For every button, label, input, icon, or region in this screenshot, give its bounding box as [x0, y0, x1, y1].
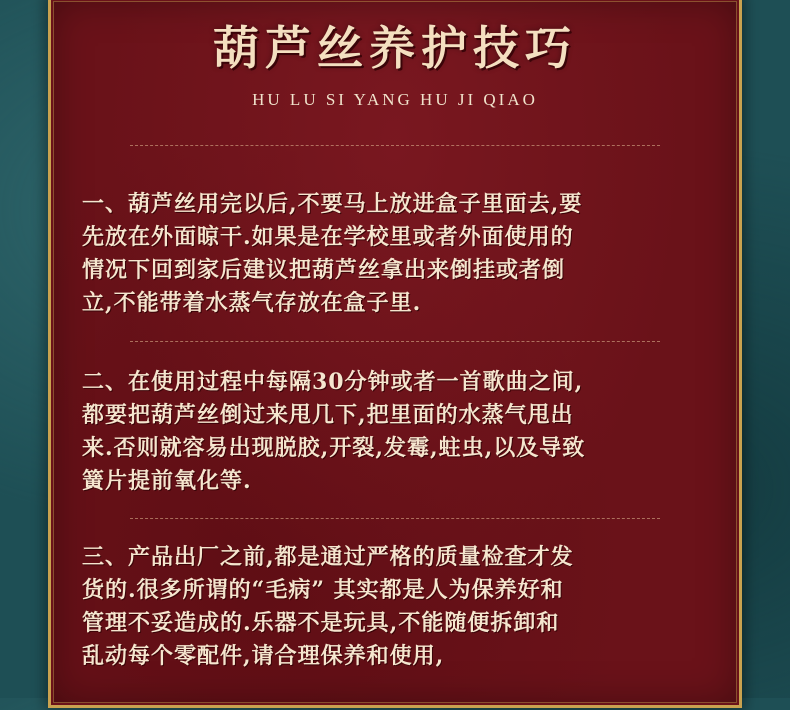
tip-line: 来.否则就容易出现脱胶,开裂,发霉,蛀虫,以及导致 — [82, 435, 586, 461]
tip-paragraph-3 — [82, 541, 722, 673]
tip-line: 乱动每个零配件,请合理保养和使用, — [82, 643, 445, 669]
tip-paragraph-1 — [82, 188, 722, 320]
tip-line: 都要把葫芦丝倒过来甩几下,把里面的水蒸气甩出 — [82, 402, 574, 428]
divider — [130, 518, 660, 519]
tip-line: 立,不能带着水蒸气存放在盒子里. — [82, 290, 422, 316]
tip-line: 三、产品出厂之前,都是通过严格的质量检查才发 — [82, 544, 574, 570]
tip-paragraph-2 — [82, 366, 722, 498]
page-title: 葫芦丝养护技巧 — [213, 21, 577, 75]
divider — [130, 341, 660, 342]
tip-line: 先放在外面晾干.如果是在学校里或者外面使用的 — [82, 224, 574, 250]
tip-line: 簧片提前氧化等. — [82, 468, 252, 494]
tip-line: 情况下回到家后建议把葫芦丝拿出来倒挂或者倒 — [82, 257, 566, 283]
tip-line: 货的.很多所谓的“毛病” 其实都是人为保养好和 — [82, 577, 564, 603]
pinyin-subtitle: HU LU SI YANG HU JI QIAO — [252, 90, 538, 109]
tip-line: 管理不妥造成的.乐器不是玩具,不能随便拆卸和 — [82, 610, 560, 636]
divider — [130, 145, 660, 146]
tip-line: 二、在使用过程中每隔30分钟或者一首歌曲之间, — [82, 369, 584, 395]
tip-line: 一、葫芦丝用完以后,不要马上放进盒子里面去,要 — [82, 191, 583, 217]
